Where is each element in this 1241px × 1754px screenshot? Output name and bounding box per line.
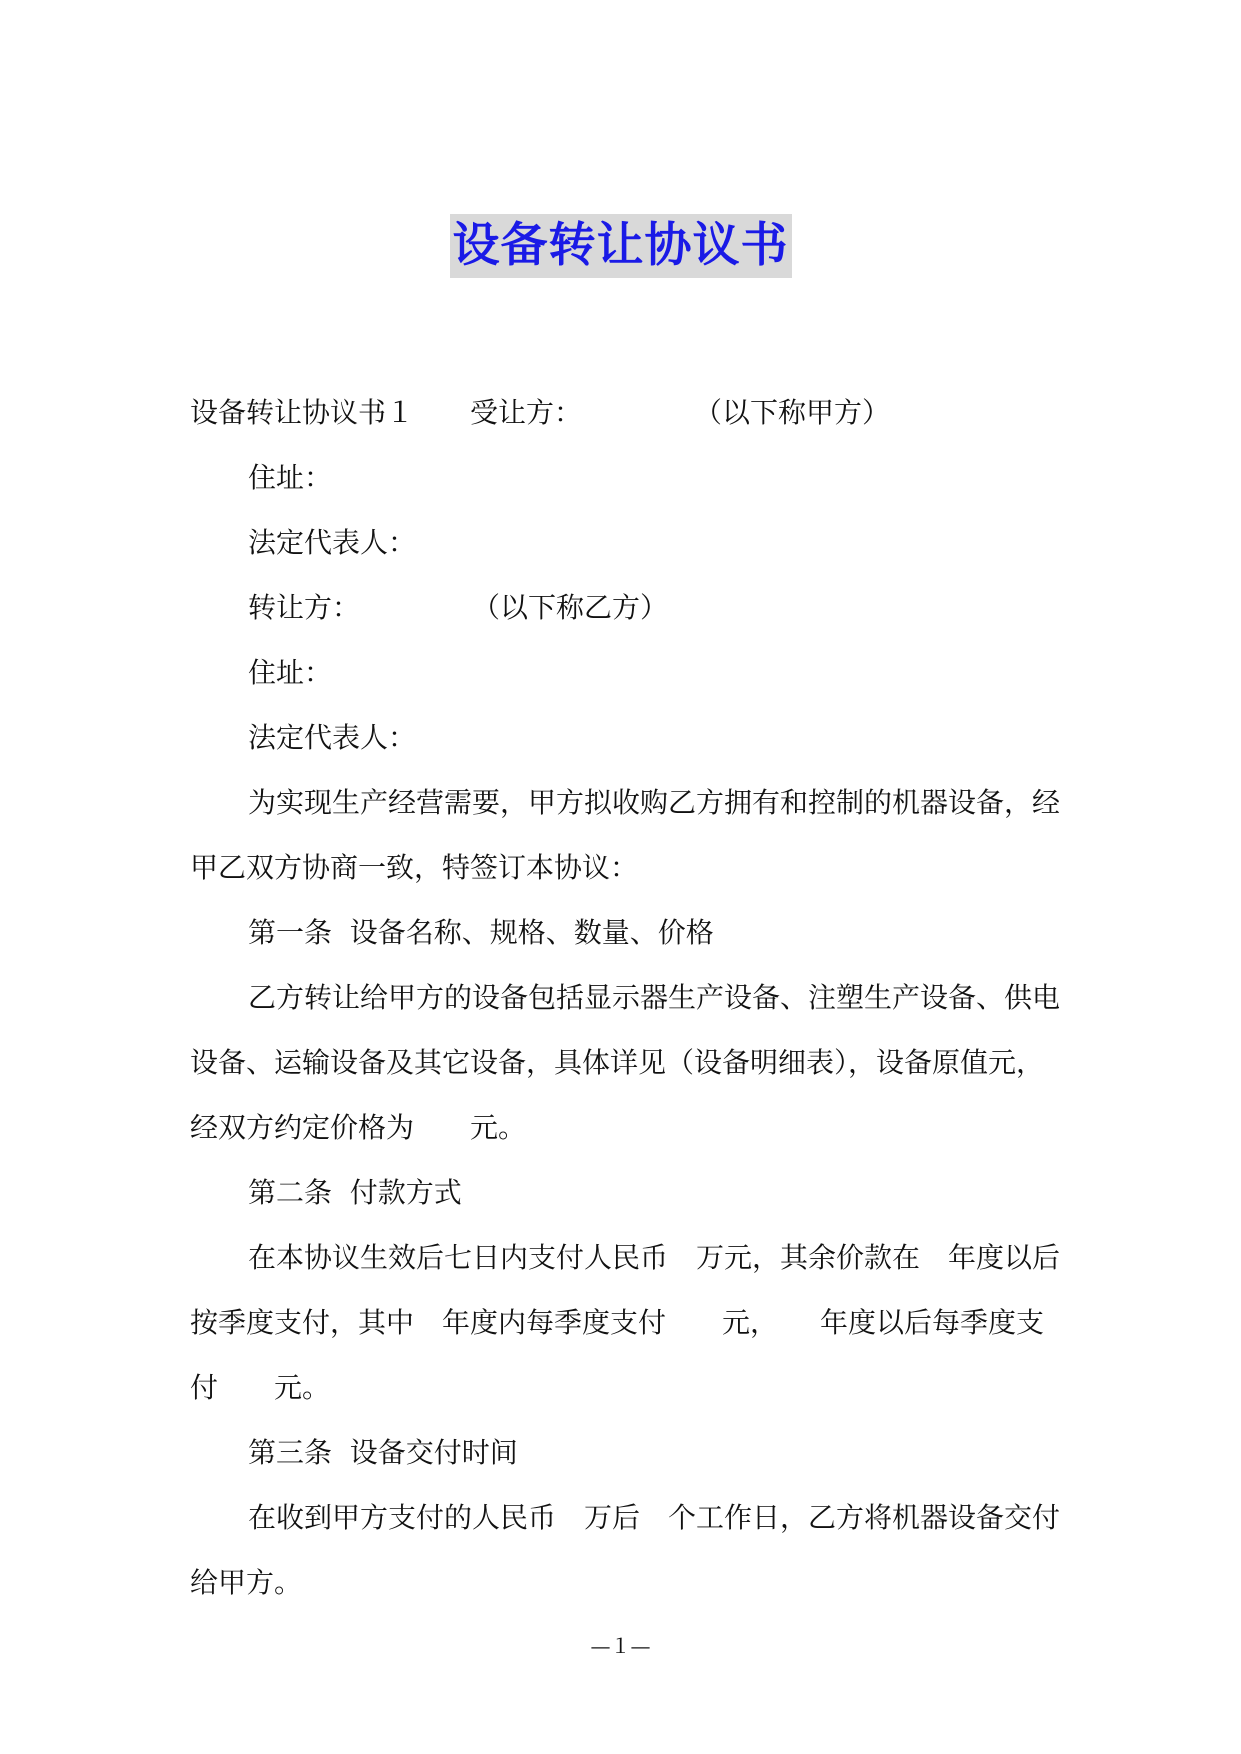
paragraph-preamble: 为实现生产经营需要，甲方拟收购乙方拥有和控制的机器设备，经甲乙双方协商一致，特签订本协议： (190, 786, 1061, 884)
article-2-body: 在本协议生效后七日内支付人民币 万元，其余价款在 年度以后按季度支付，其中 年度内每季度支付 元， 年度以后每季度支付 元。 (190, 1241, 1061, 1404)
paragraph-transferor: 转让方： （以下称乙方） (248, 591, 669, 624)
page-number: —１— (590, 1634, 651, 1658)
article-3-heading: 第三条 设备交付时间 (248, 1436, 518, 1469)
article-3-body: 在收到甲方支付的人民币 万后 个工作日，乙方将机器设备交付给甲方。 (190, 1501, 1061, 1599)
paragraph-party-b-address: 住址： (248, 656, 333, 689)
document-body (190, 380, 1070, 1615)
paragraph-party-b-representative: 法定代表人： (248, 721, 417, 754)
article-1-body: 乙方转让给甲方的设备包括显示器生产设备、注塑生产设备、供电设备、运输设备及其它设备，具体详见（设备明细表），设备原值元，经双方约定价格为 元。 (190, 981, 1061, 1144)
paragraph-parties-header: 设备转让协议书１ 受让方： （以下称甲方） (190, 396, 891, 429)
paragraph-party-a-address: 住址： (248, 461, 333, 494)
article-2-heading: 第二条 付款方式 (248, 1176, 462, 1209)
document-title: 设备转让协议书 (450, 214, 792, 278)
paragraph-party-a-representative: 法定代表人： (248, 526, 417, 559)
article-1-heading: 第一条 设备名称、规格、数量、价格 (248, 916, 714, 949)
title-container (0, 214, 1241, 278)
